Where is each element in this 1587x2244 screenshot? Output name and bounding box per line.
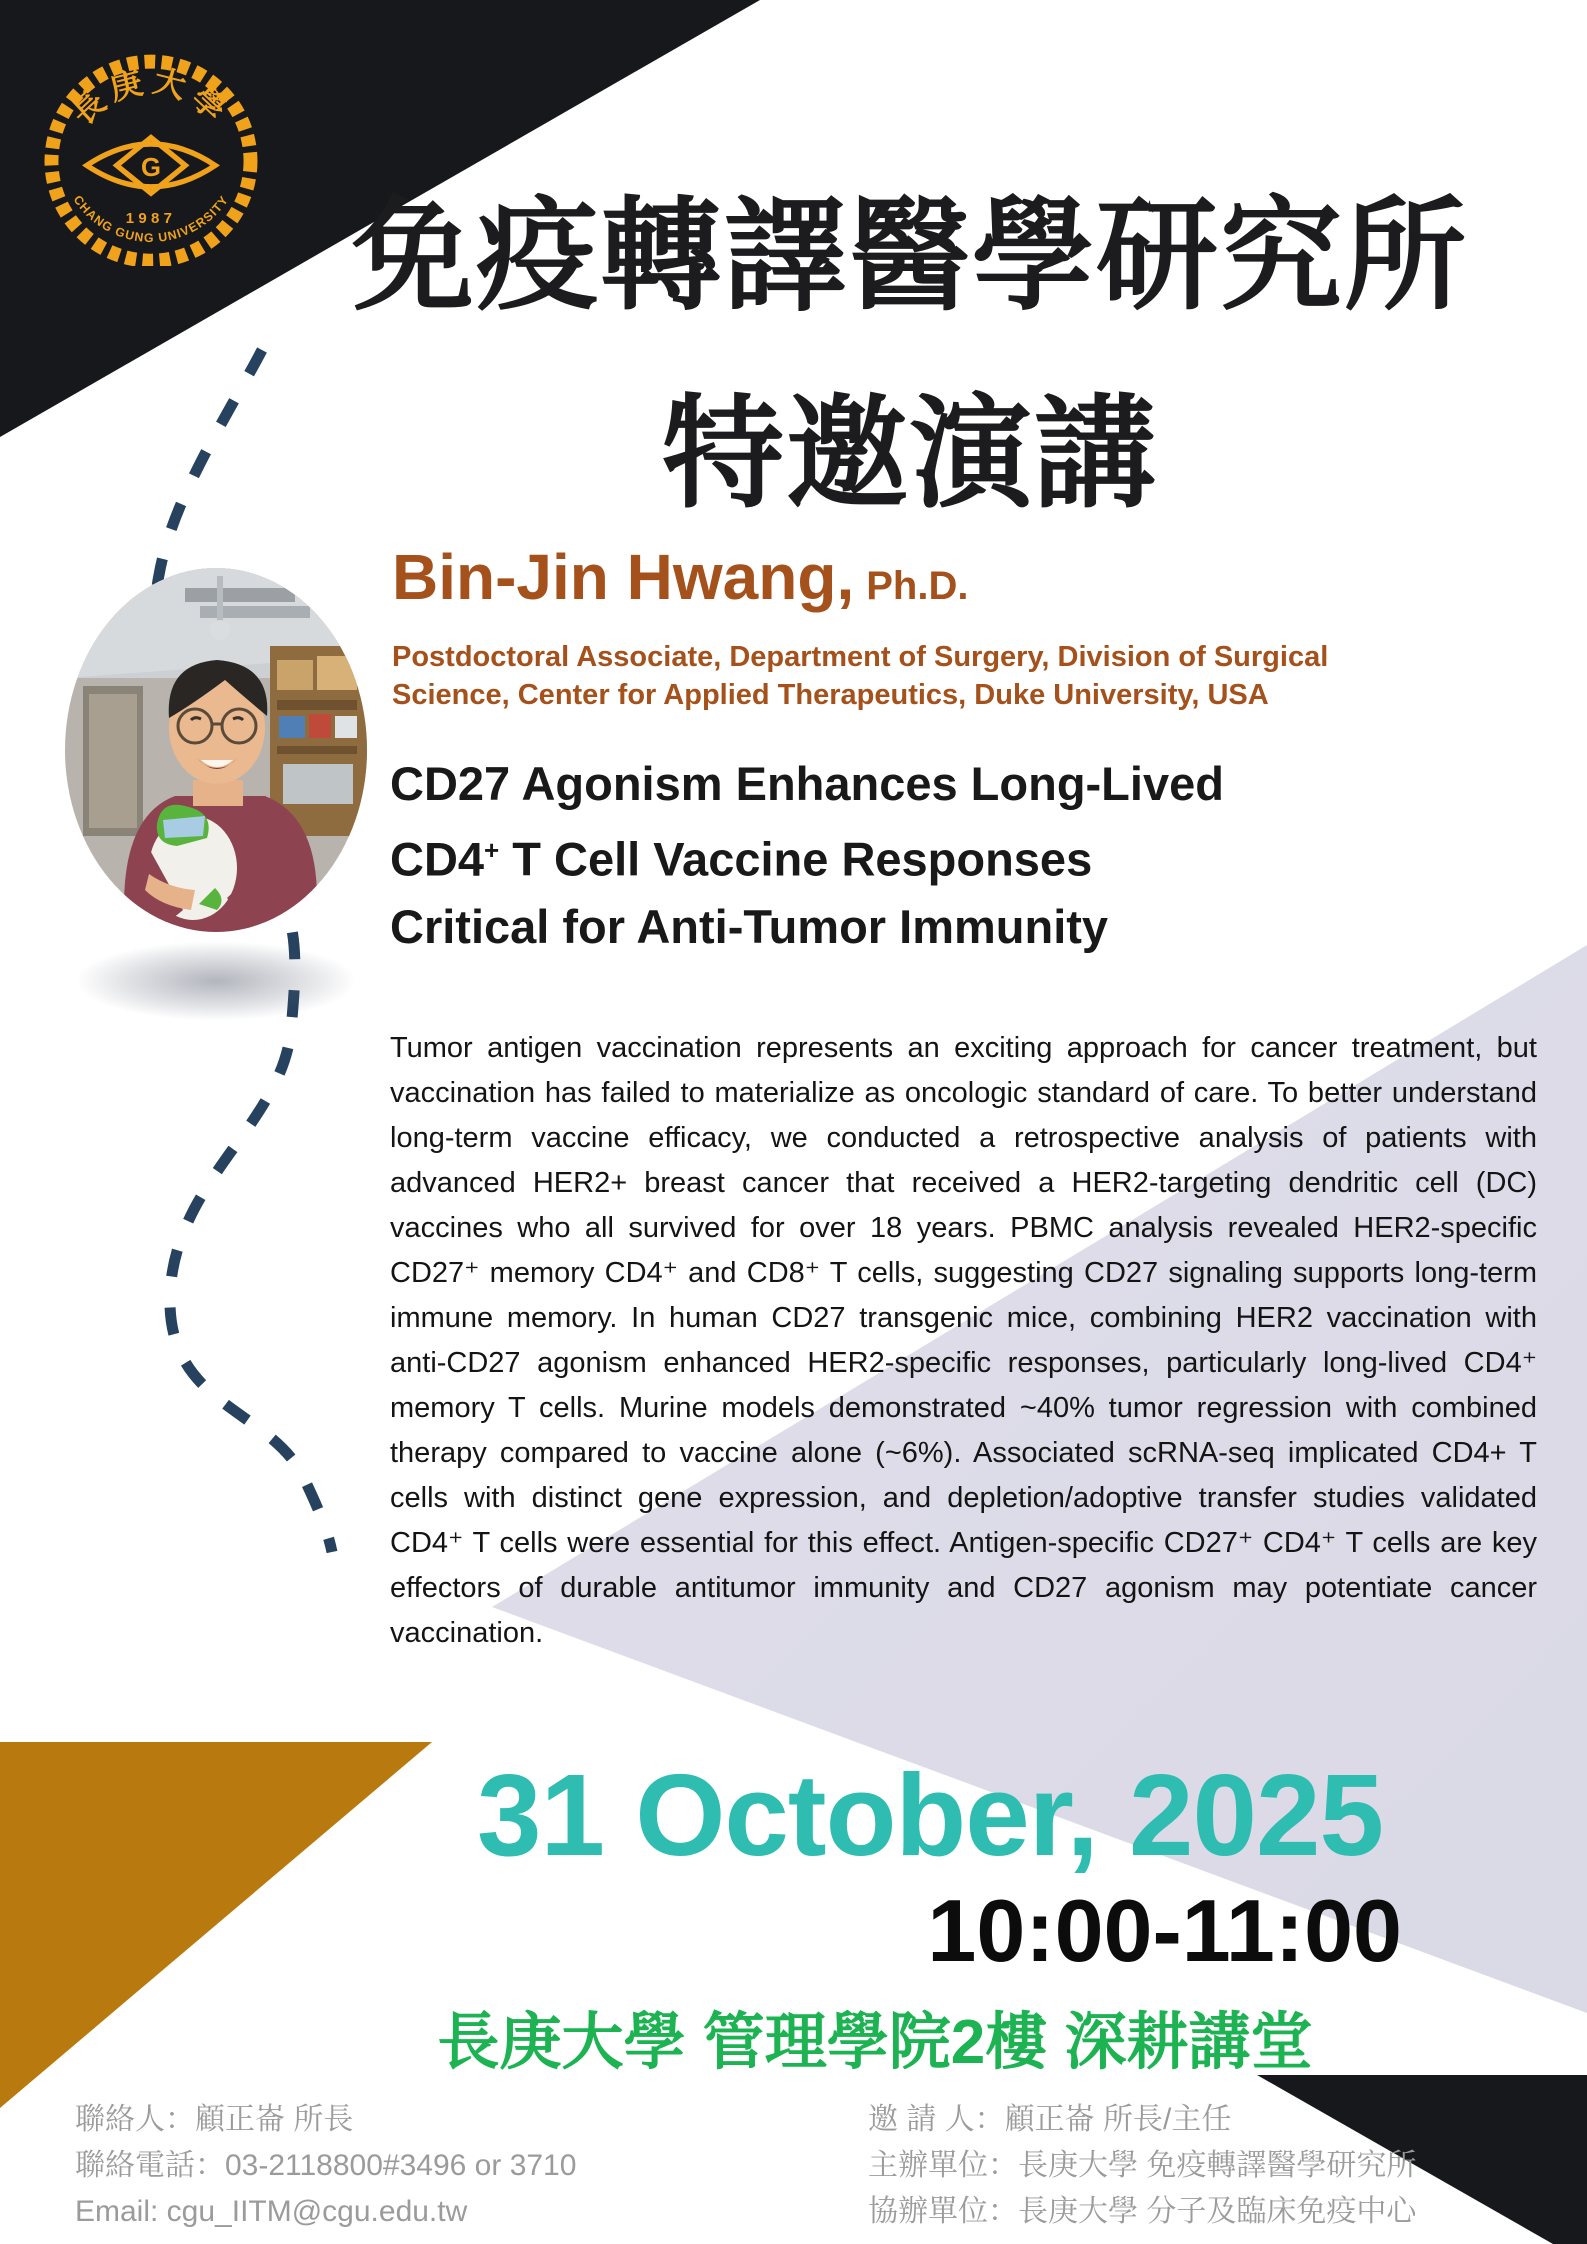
event-venue: 長庚大學 管理學院2樓 深耕講堂 [437,2008,1313,2077]
cgu-university-seal [44,52,258,266]
contact-person: 聯絡人：顧正崙 所長 [75,2103,354,2136]
abstract-text: Tumor antigen vaccination represents an exciting approach for cancer treatment, but vaccination has failed to materialize as oncologic standard of care. To better understand long-term vaccine efficacy, we conducted a retrospective analysis of patients with advanced HER2+ breast cancer that received a HER2-targeting dendritic cell (DC) vaccines who all survived for over 18 years. PBMC analysis revealed HER2-specific CD27⁺ memory CD4⁺ and CD8⁺ T cells, suggesting CD27 signaling supports long-term immune memory. In human CD27 transgenic mice, combining HER2 vaccination with anti-CD27 agonism enhanced HER2-specific responses, particularly long-lived CD4⁺ memory T cells. Murine models demonstrated ~40% tumor regression with combined therapy compared to vaccine alone (~6%). Associated scRNA-seq implicated CD4+ T cells with distinct gene expression, and depletion/adoptive transfer studies validated CD4⁺ T cells were essential for this effect. Antigen-specific CD27⁺ CD4⁺ T cells are key effectors of durable antitumor immunity and CD27 agonism may potentiate cancer vaccination. [390,1032,1537,1649]
event-date: 31 October, 2025 [476,1750,1384,1880]
footer-organizer-column [868,2097,1416,2235]
talk-title: CD27 Agonism Enhances Long-Lived CD4+ T Cell Vaccine Responses Critical for Anti-Tumor Immunity [390,757,1224,953]
title-line2: 特邀演講 [662,385,1158,522]
speaker-name: Bin-Jin Hwang, Ph.D. [392,541,969,613]
host-unit: 主辦單位：長庚大學 免疫轉譯醫學研究所 [868,2149,1417,2182]
co-organizer-unit: 協辦單位：長庚大學 分子及臨床免疫中心 [868,2195,1417,2228]
inviter: 邀 請 人：顧正崙 所長/主任 [868,2103,1232,2136]
photo-shadow [78,942,354,1020]
contact-phone: 聯絡電話：03-2118800#3496 or 3710 [75,2149,577,2182]
speaker-degree: Ph.D. [866,564,969,608]
svg-text:CHANG GUNG UNIVERSITY: CHANG GUNG UNIVERSITY [70,192,232,246]
speaker-photo [65,568,367,932]
event-time: 10:00-11:00 [927,1881,1402,1980]
contact-email: Email: cgu_IITM@cgu.edu.tw [75,2195,468,2228]
svg-text:G: G [141,154,161,183]
title-line1: 免疫轉譯醫學研究所 [352,188,1468,324]
footer-contact-column [75,2097,576,2235]
speaker-affiliation: Postdoctoral Associate, Department of Surgery, Division of Surgical Science, Center for Applied Therapeutics, Duke University, USA [392,641,1329,711]
page-title [233,158,1587,553]
svg-text:長庚大學: 長庚大學 [64,62,238,133]
svg-text:1987: 1987 [125,210,177,228]
